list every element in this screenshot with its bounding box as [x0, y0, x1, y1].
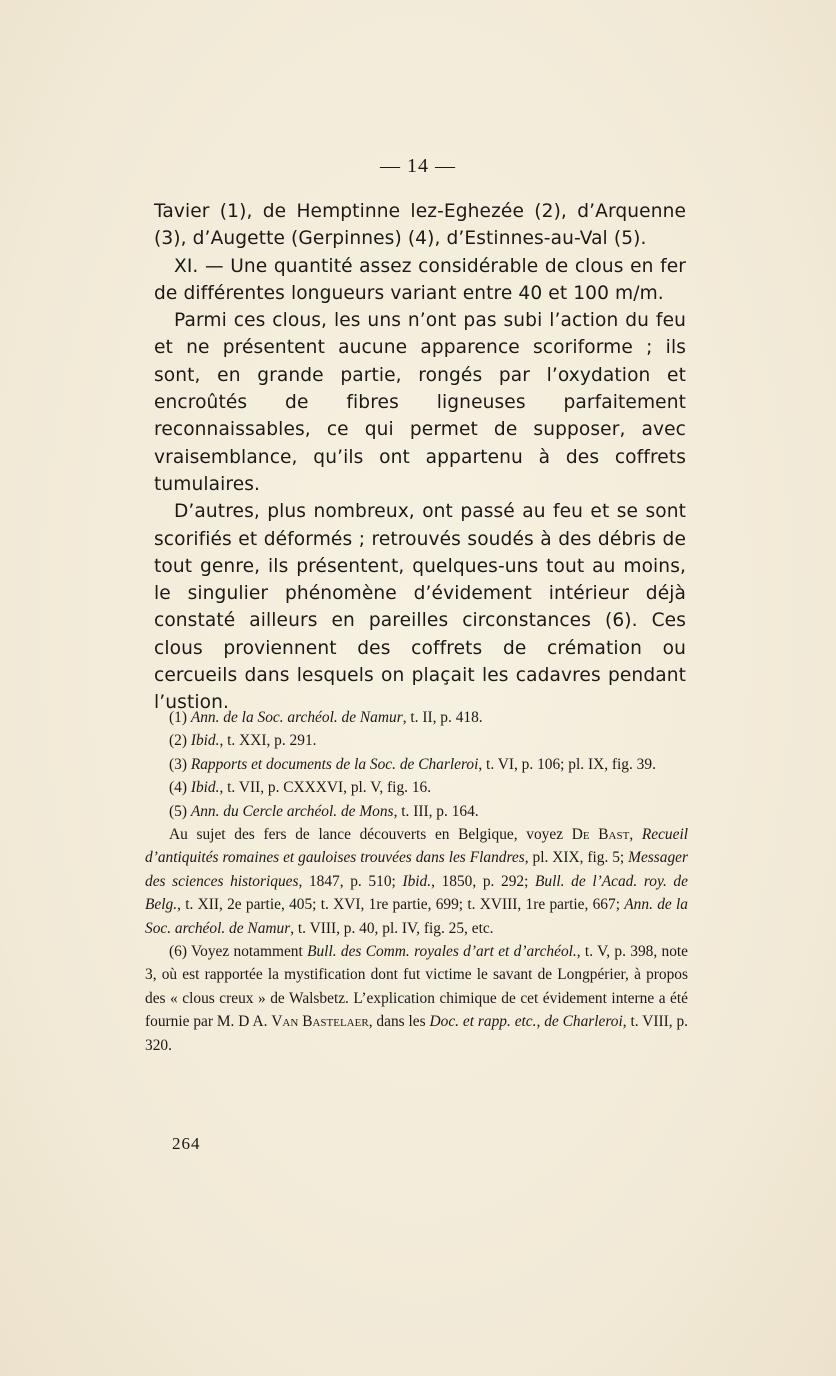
footnote-reference: Ann. de la Soc. archéol. de Namur: [190, 709, 403, 726]
footnote-text: , t. II, p. 418.: [402, 709, 483, 726]
footnote-number: (3): [169, 755, 187, 773]
footnote-text: A.: [252, 1013, 268, 1031]
footnote-reference: Ibid.: [190, 779, 220, 797]
footnote-text: , t. V, p. 398, note 3, où est rapportée la mystification dont fut victime le savant de Longpérier, à propos des « clous creux » de Walsbetz. L’explication chimique de cet évidement interne a été fournie par M. D: [145, 943, 688, 1031]
footnote-5-continued: Au sujet des fers de lance découverts en Belgique, voyez De Bast, Recueil d’antiquités romaines et gauloises trouvées dans les Flandres, pl. XIX, fig. 5; Messager des sciences historiques, 1847, p. 510; Ibid., 1850, p. 292; Bull. de l’Acad. roy. de Belg., t. XII, 2e partie, 405; t. XVI, 1re partie, 699; t. XVIII, 1re partie, 667; Ann. de la Soc. archéol. de Namur, t. VIII, p. 40, pl. IV, fig. 25, etc.: [145, 826, 689, 937]
footnote-reference: Messager des sciences historiques: [145, 849, 688, 890]
footnote-reference: Ibid.: [190, 732, 220, 750]
printer-signature: 264: [172, 1134, 201, 1153]
footnote-reference: Bull. des Comm. royales d’art et d’archéol.: [307, 943, 577, 961]
footnote-reference: Bull. de l’Acad. roy. de Belg.: [145, 872, 688, 914]
footnote-text: Voyez notamment: [191, 943, 303, 961]
footnote-text: , 1850, p. 292;: [431, 872, 529, 890]
footnote-number: (6): [169, 943, 187, 961]
footnote-number: (1): [169, 709, 187, 726]
footnote-number: (2): [169, 732, 187, 750]
footnote-reference: Doc. et rapp. etc., de Charleroi: [429, 1013, 623, 1031]
footnote-text: , t. III, p. 164.: [393, 802, 479, 820]
footnote-text: Au sujet des fers de lance découverts en Belgique, voyez: [169, 826, 564, 844]
footnote-text: , t. XXI, p. 291.: [219, 732, 317, 750]
footnote-3: [145, 753, 688, 776]
footnote-reference: Ann. de la Soc. archéol. de Namur: [145, 896, 688, 937]
paragraph-2: XI. — Une quantité assez considérable de clous en fer de différentes longueurs variant entre 40 et 100 m/m.: [154, 255, 686, 304]
footnote-reference: Ann. du Cercle archéol. de Mons: [190, 802, 394, 820]
footnote-text: , t. XII, 2e partie, 405; t. XVI, 1re partie, 699; t. XVIII, 1re partie, 667;: [177, 896, 620, 914]
paragraph-4: D’autres, plus nombreux, ont passé au feu et se sont scorifiés et déformés ; retrouvés soudés à des débris de tout genre, ils présentent, quelques-uns tout au moins, le singulier phénomène d’évidement intérieur déjà constaté ailleurs en pareilles circonstances (6). Ces clous proviennent des coffrets de crémation ou cercueils dans lesquels on plaçait les cadavres pendant l’ustion.: [154, 501, 686, 714]
footnote-text: , t. VII, p. CXXXVI, pl. V, fig. 16.: [219, 779, 432, 797]
footnote-number: (5): [169, 802, 187, 820]
footnote-reference: Rapports et documents de la Soc. de Charleroi: [190, 755, 479, 773]
footnote-text: , pl. XIX, fig. 5;: [524, 849, 625, 867]
author-name: De Bast: [571, 826, 630, 844]
footnote-reference: Ibid.: [402, 872, 432, 890]
footnote-text: , 1847, p. 510;: [298, 872, 396, 890]
footnote-6: [145, 940, 688, 1057]
author-name: Van Bastelaer: [271, 1013, 369, 1031]
footnote-5: [145, 800, 688, 823]
footnote-4: [145, 776, 688, 799]
footnote-2: [145, 729, 688, 752]
footnotes: [145, 706, 688, 1057]
footnote-reference: Recueil d’antiquités romaines et gauloises trouvées dans les Flandres: [145, 826, 689, 867]
footnote-number: (4): [169, 779, 187, 797]
paragraph-1: Tavier (1), de Hemptinne lez-Eghezée (2), d’Arquenne (3), d’Augette (Gerpinnes) (4), d’Estinnes-au-Val (5).: [154, 201, 686, 250]
footnote-1: [145, 706, 688, 729]
paragraph-3: Parmi ces clous, les uns n’ont pas subi l’action du feu et ne présentent aucune apparence scoriforme ; ils sont, en grande partie, rongés par l’oxydation et encroûtés de fibres ligneuses parfaitement reconnaissables, ce qui permet de supposer, avec vraisemblance, qu’ils ont appartenu à des coffrets tumulaires.: [154, 310, 686, 495]
main-text: [154, 198, 686, 717]
page-number-header: — 14 —: [380, 155, 456, 177]
footnote-text: , t. VI, p. 106; pl. IX, fig. 39.: [478, 755, 656, 773]
footnote-text: , dans les: [368, 1013, 426, 1031]
footnote-text: , t. VIII, p. 320.: [145, 1013, 688, 1054]
footnote-text: , t. VIII, p. 40, pl. IV, fig. 25, etc.: [290, 919, 494, 937]
